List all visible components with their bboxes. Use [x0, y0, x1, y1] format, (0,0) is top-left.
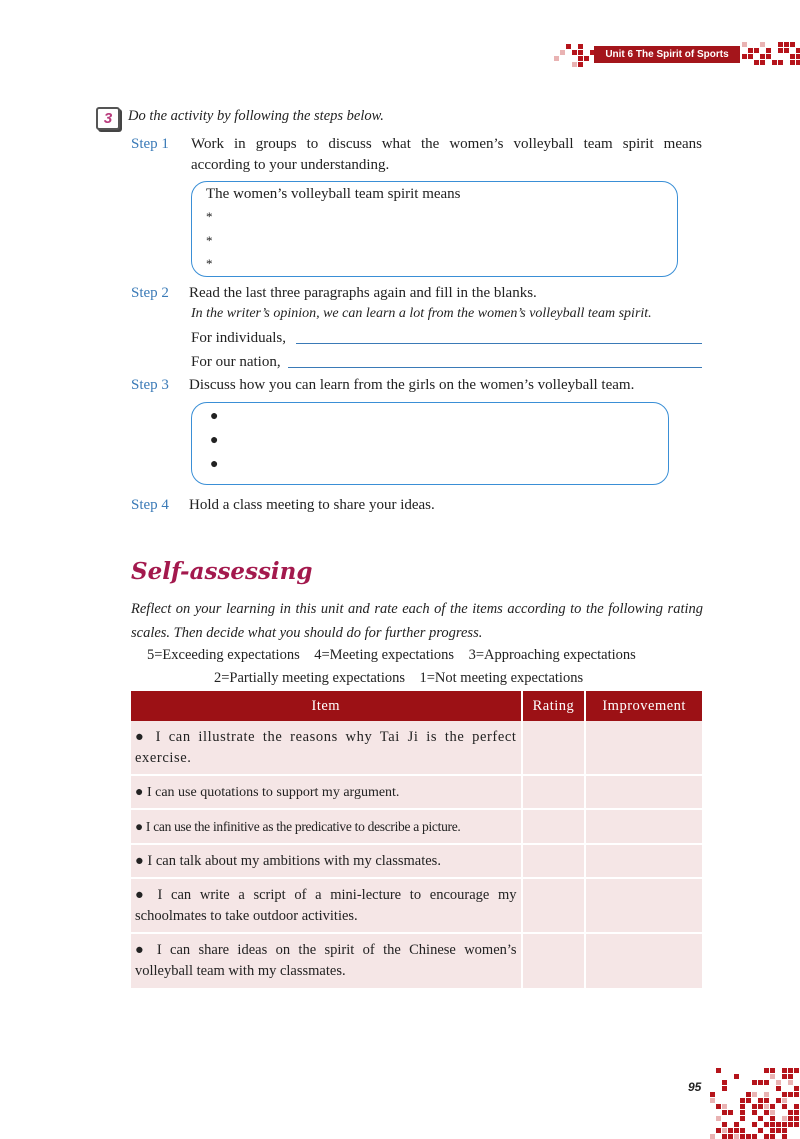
improvement-cell[interactable] — [585, 844, 702, 878]
mosaic-square — [766, 54, 771, 59]
mosaic-square — [782, 1068, 787, 1073]
improvement-cell[interactable] — [585, 878, 702, 933]
mosaic-square — [752, 1122, 757, 1127]
mosaic-square — [760, 54, 765, 59]
mosaic-square — [722, 1128, 727, 1133]
mosaic-square — [770, 1104, 775, 1109]
mosaic-square — [740, 1134, 745, 1139]
mosaic-square — [770, 1110, 775, 1115]
mosaic-square — [782, 1122, 787, 1127]
mosaic-square — [764, 1092, 769, 1097]
step-3-label: Step 3 — [131, 377, 169, 393]
blank-line-individuals[interactable] — [296, 343, 702, 344]
mosaic-square — [790, 60, 795, 65]
rating-cell[interactable] — [522, 809, 586, 844]
improvement-cell[interactable] — [585, 933, 702, 989]
mosaic-square — [788, 1116, 793, 1121]
mosaic-square — [722, 1134, 727, 1139]
blank-label-individuals: For individuals, — [191, 330, 287, 346]
mosaic-square — [764, 1104, 769, 1109]
mosaic-square — [796, 48, 800, 53]
mosaic-square — [748, 54, 753, 59]
item-text: ● I can illustrate the reasons why Tai Ji is the perfect exercise. — [135, 729, 517, 766]
mosaic-square — [578, 56, 583, 61]
mosaic-square — [760, 42, 765, 47]
unit-label: Unit 6 The Spirit of Sports — [594, 46, 740, 63]
mosaic-square — [740, 1128, 745, 1133]
mosaic-square — [776, 1080, 781, 1085]
mosaic-square — [746, 1092, 751, 1097]
mosaic-square — [782, 1104, 787, 1109]
mosaic-square — [764, 1098, 769, 1103]
header-item: Item — [131, 691, 522, 721]
improvement-cell[interactable] — [585, 721, 702, 775]
step-3-text: Discuss how you can learn from the girls on the women’s volleyball team. — [189, 377, 635, 393]
mosaic-square — [788, 1080, 793, 1085]
mosaic-square — [754, 48, 759, 53]
mosaic-square — [764, 1080, 769, 1085]
mosaic-square — [734, 1134, 739, 1139]
mosaic-square — [776, 1098, 781, 1103]
mosaic-square — [722, 1104, 727, 1109]
mosaic-square — [716, 1116, 721, 1121]
mosaic-square — [578, 44, 583, 49]
table-header-row — [131, 691, 702, 721]
self-assessing-instruction: Reflect on your learning in this unit and rate each of the items according to the following rating scales. Then decide what you should do for further progress. — [131, 601, 703, 641]
mosaic-square — [790, 54, 795, 59]
table-row — [131, 933, 702, 989]
step-3-bullet: ● — [210, 457, 219, 472]
mosaic-square — [722, 1122, 727, 1127]
mosaic-square — [758, 1080, 763, 1085]
improvement-cell[interactable] — [585, 775, 702, 809]
mosaic-square — [788, 1110, 793, 1115]
mosaic-square — [560, 50, 565, 55]
mosaic-square — [788, 1122, 793, 1127]
mosaic-square — [794, 1110, 799, 1115]
mosaic-square — [728, 1110, 733, 1115]
mosaic-square — [758, 1116, 763, 1121]
mosaic-square — [794, 1122, 799, 1127]
mosaic-square — [796, 54, 800, 59]
mosaic-square — [740, 1110, 745, 1115]
mosaic-square — [758, 1098, 763, 1103]
mosaic-square — [794, 1116, 799, 1121]
mosaic-square — [794, 1068, 799, 1073]
mosaic-square — [770, 1128, 775, 1133]
mosaic-square — [716, 1128, 721, 1133]
mosaic-square — [778, 48, 783, 53]
mosaic-square — [752, 1110, 757, 1115]
blank-line-nation[interactable] — [288, 367, 702, 368]
table-row — [131, 844, 702, 878]
mosaic-square — [766, 48, 771, 53]
mosaic-square — [742, 42, 747, 47]
mosaic-square — [788, 1074, 793, 1079]
improvement-cell[interactable] — [585, 809, 702, 844]
mosaic-square — [770, 1074, 775, 1079]
mosaic-square — [796, 60, 800, 65]
mosaic-square — [752, 1092, 757, 1097]
rating-scale-line1: 5=Exceeding expectations 4=Meeting expectations 3=Approaching expectations — [147, 647, 636, 663]
mosaic-square — [584, 56, 589, 61]
mosaic-square — [794, 1104, 799, 1109]
item-cell — [131, 721, 522, 775]
mosaic-square — [772, 60, 777, 65]
mosaic-square — [740, 1116, 745, 1121]
mosaic-square — [782, 1134, 787, 1139]
mosaic-square — [740, 1098, 745, 1103]
step-1-bullet: * — [206, 256, 213, 271]
step-3-bullet: ● — [210, 433, 219, 448]
item-cell — [131, 844, 522, 878]
blank-label-nation: For our nation, — [191, 354, 281, 370]
mosaic-square — [770, 1116, 775, 1121]
mosaic-square — [782, 1074, 787, 1079]
activity-instruction: Do the activity by following the steps below. — [128, 108, 384, 124]
mosaic-square — [754, 60, 759, 65]
mosaic-square — [794, 1086, 799, 1091]
mosaic-square — [776, 1086, 781, 1091]
mosaic-square — [740, 1104, 745, 1109]
mosaic-square — [784, 42, 789, 47]
mosaic-square — [782, 1116, 787, 1121]
table-row — [131, 721, 702, 775]
mosaic-square — [572, 50, 577, 55]
page-number: 95 — [688, 1080, 702, 1094]
mosaic-square — [716, 1068, 721, 1073]
item-text: ● I can write a script of a mini-lecture to encourage my schoolmates to take outdoor activities. — [135, 887, 517, 924]
item-text: ● I can use the infinitive as the predicative to describe a picture. — [135, 819, 461, 834]
rating-cell[interactable] — [522, 844, 586, 878]
mosaic-square — [790, 42, 795, 47]
step-1-bullet: * — [206, 209, 213, 224]
mosaic-square — [788, 1068, 793, 1073]
mosaic-square — [752, 1134, 757, 1139]
step-1-box-title: The women’s volleyball team spirit means — [206, 186, 461, 202]
mosaic-square — [782, 1098, 787, 1103]
mosaic-square — [758, 1128, 763, 1133]
step-1-answer-box[interactable] — [191, 181, 678, 277]
mosaic-square — [758, 1104, 763, 1109]
mosaic-square — [748, 48, 753, 53]
table-row — [131, 775, 702, 809]
mosaic-square — [752, 1104, 757, 1109]
rating-cell[interactable] — [522, 775, 586, 809]
step-1-bullet: * — [206, 233, 213, 248]
header-improvement: Improvement — [585, 691, 702, 721]
mosaic-square — [566, 44, 571, 49]
mosaic-square — [722, 1110, 727, 1115]
activity-number-badge: 3 — [96, 107, 120, 130]
item-cell — [131, 933, 522, 989]
item-cell — [131, 809, 522, 844]
mosaic-square — [778, 60, 783, 65]
mosaic-square — [710, 1092, 715, 1097]
mosaic-square — [710, 1134, 715, 1139]
rating-cell[interactable] — [522, 878, 586, 933]
mosaic-square — [776, 1128, 781, 1133]
mosaic-square — [716, 1104, 721, 1109]
header-rating: Rating — [522, 691, 586, 721]
mosaic-square — [746, 1098, 751, 1103]
mosaic-square — [734, 1074, 739, 1079]
mosaic-square — [764, 1068, 769, 1073]
mosaic-square — [770, 1068, 775, 1073]
mosaic-square — [554, 56, 559, 61]
mosaic-square — [770, 1122, 775, 1127]
mosaic-square — [722, 1080, 727, 1085]
mosaic-square — [794, 1092, 799, 1097]
mosaic-square — [722, 1086, 727, 1091]
item-cell — [131, 775, 522, 809]
step-3-answer-box[interactable] — [191, 402, 669, 485]
item-text: ● I can talk about my ambitions with my classmates. — [135, 853, 441, 869]
mosaic-square — [728, 1134, 733, 1139]
mosaic-square — [764, 1134, 769, 1139]
table-row — [131, 809, 702, 844]
mosaic-square — [784, 48, 789, 53]
step-4-label: Step 4 — [131, 497, 169, 513]
item-text: ● I can use quotations to support my argument. — [135, 785, 400, 800]
mosaic-square — [728, 1128, 733, 1133]
mosaic-square — [734, 1122, 739, 1127]
mosaic-square — [760, 60, 765, 65]
rating-cell[interactable] — [522, 721, 586, 775]
table-row — [131, 878, 702, 933]
rating-cell[interactable] — [522, 933, 586, 989]
mosaic-square — [782, 1092, 787, 1097]
step-2-label: Step 2 — [131, 285, 169, 301]
mosaic-square — [578, 50, 583, 55]
step-2-opinion: In the writer’s opinion, we can learn a lot from the women’s volleyball team spirit. — [191, 306, 652, 321]
self-assessing-title: Self-assessing — [131, 558, 313, 585]
rating-scale-line2: 2=Partially meeting expectations 1=Not meeting expectations — [214, 670, 584, 686]
mosaic-square — [788, 1092, 793, 1097]
step-3-bullet: ● — [210, 409, 219, 424]
mosaic-square — [734, 1128, 739, 1133]
mosaic-square — [782, 1128, 787, 1133]
step-1-label: Step 1 — [131, 136, 169, 152]
step-2-text: Read the last three paragraphs again and fill in the blanks. — [189, 285, 537, 301]
mosaic-square — [578, 62, 583, 67]
mosaic-square — [752, 1080, 757, 1085]
step-1-text-line2: according to your understanding. — [191, 157, 390, 173]
mosaic-square — [778, 42, 783, 47]
mosaic-square — [770, 1134, 775, 1139]
mosaic-square — [572, 62, 577, 67]
step-4-text: Hold a class meeting to share your ideas. — [189, 497, 435, 513]
step-1-text-line1: Work in groups to discuss what the women’s volleyball team spirit means — [191, 136, 702, 152]
mosaic-square — [776, 1122, 781, 1127]
mosaic-square — [710, 1098, 715, 1103]
mosaic-square — [746, 1134, 751, 1139]
self-assessment-table — [131, 691, 702, 990]
mosaic-square — [764, 1110, 769, 1115]
mosaic-square — [742, 54, 747, 59]
mosaic-square — [764, 1122, 769, 1127]
item-cell — [131, 878, 522, 933]
item-text: ● I can share ideas on the spirit of the Chinese women’s volleyball team with my classmates. — [135, 942, 517, 979]
